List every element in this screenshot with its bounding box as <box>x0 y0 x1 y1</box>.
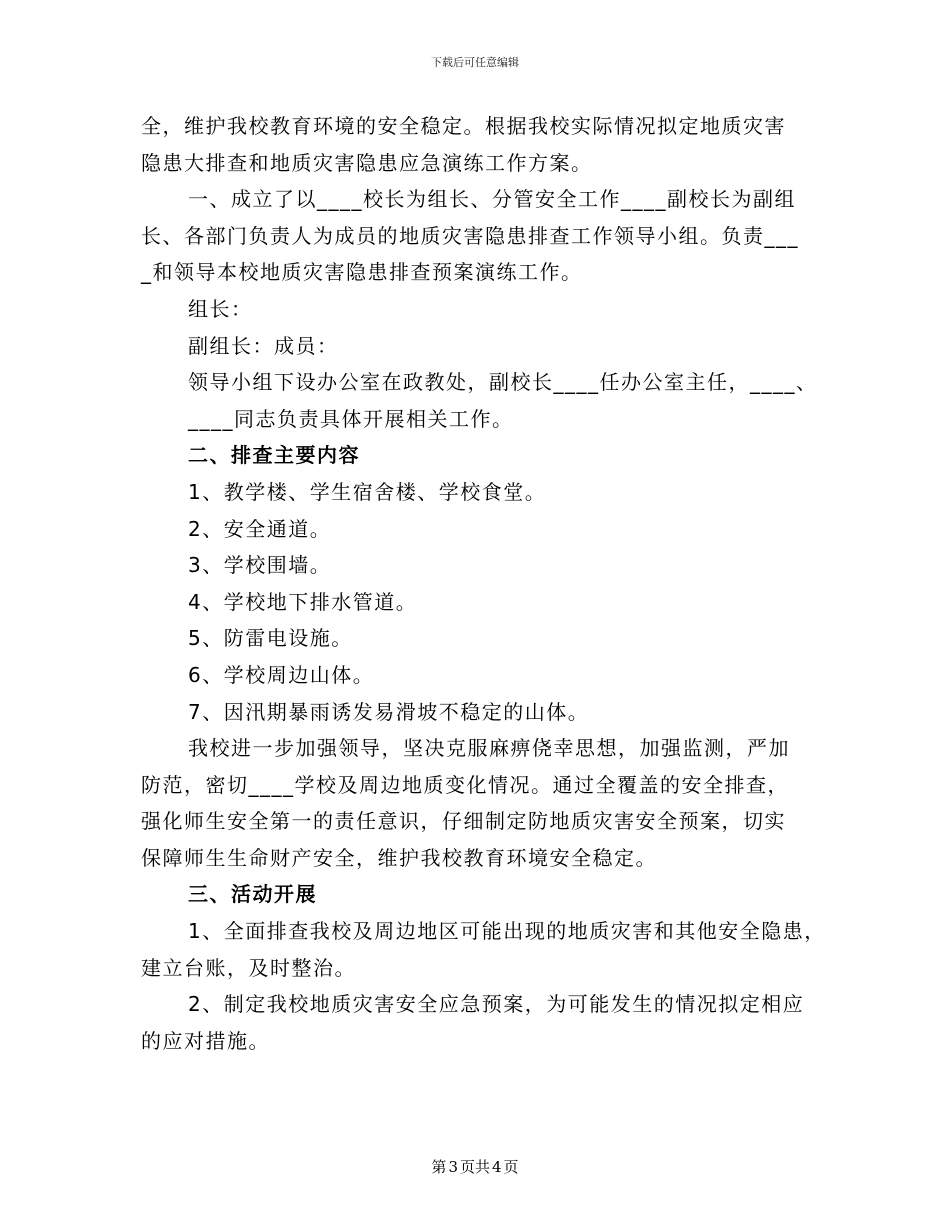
list-item: 3、学校围墙。 <box>188 553 332 578</box>
text-line: 我校进一步加强领导，坚决克服麻痹侥幸思想，加强监测，严加 <box>188 736 790 761</box>
list-item: 1、全面排查我校及周边地区可能出现的地质灾害和其他安全隐患， <box>188 919 826 944</box>
list-item: 1、教学楼、学生宿舍楼、学校食堂。 <box>188 479 547 504</box>
document-body <box>141 108 826 1059</box>
list-item: 7、因汛期暴雨诱发易滑坡不稳定的山体。 <box>188 699 590 724</box>
text-line: 隐患大排查和地质灾害隐患应急演练工作方案。 <box>141 150 593 175</box>
section-heading: 三、活动开展 <box>188 882 317 907</box>
page-header: 下载后可任意编辑 <box>431 56 519 69</box>
text-line: 长、各部门负责人为成员的地质灾害隐患排查工作领导小组。负责___ <box>141 223 799 248</box>
list-item: 4、学校地下排水管道。 <box>188 589 418 614</box>
text-line: ____同志负责具体开展相关工作。 <box>188 406 514 431</box>
text-line: 防范，密切____学校及周边地质变化情况。通过全覆盖的安全排查， <box>141 772 789 797</box>
section-heading: 二、排查主要内容 <box>188 443 360 468</box>
footer-prefix: 第 <box>431 1158 447 1176</box>
text-line: 保障师生生命财产安全，维护我校教育环境安全稳定。 <box>141 845 657 870</box>
text-line: 领导小组下设办公室在政教处，副校长____任办公室主任，____、 <box>188 370 818 395</box>
text-line: 建立台账，及时整治。 <box>141 955 356 980</box>
text-line: 一、成立了以____校长为组长、分管安全工作____副校长为副组 <box>188 187 796 212</box>
text-line: 强化师生安全第一的责任意识，仔细制定防地质灾害安全预案，切实 <box>141 809 786 834</box>
list-item: 2、安全通道。 <box>188 516 332 541</box>
list-item: 2、制定我校地质灾害安全应急预案，为可能发生的情况拟定相应 <box>188 992 805 1017</box>
footer-total-pages: 4 <box>492 1158 502 1176</box>
footer-middle: 页共 <box>459 1158 490 1176</box>
text-line: 全，维护我校教育环境的安全稳定。根据我校实际情况拟定地质灾害 <box>141 114 786 138</box>
text-line: 组长： <box>188 296 253 321</box>
list-item: 5、防雷电设施。 <box>188 626 353 651</box>
list-item: 6、学校周边山体。 <box>188 662 375 687</box>
text-line: 的应对措施。 <box>141 1028 270 1053</box>
footer-suffix: 页 <box>503 1158 519 1176</box>
page-footer <box>0 1156 950 1177</box>
footer-page-number: 3 <box>448 1158 458 1176</box>
text-line: _和领导本校地质灾害隐患排查预案演练工作。 <box>141 260 583 285</box>
text-line: 副组长：成员： <box>188 333 339 358</box>
